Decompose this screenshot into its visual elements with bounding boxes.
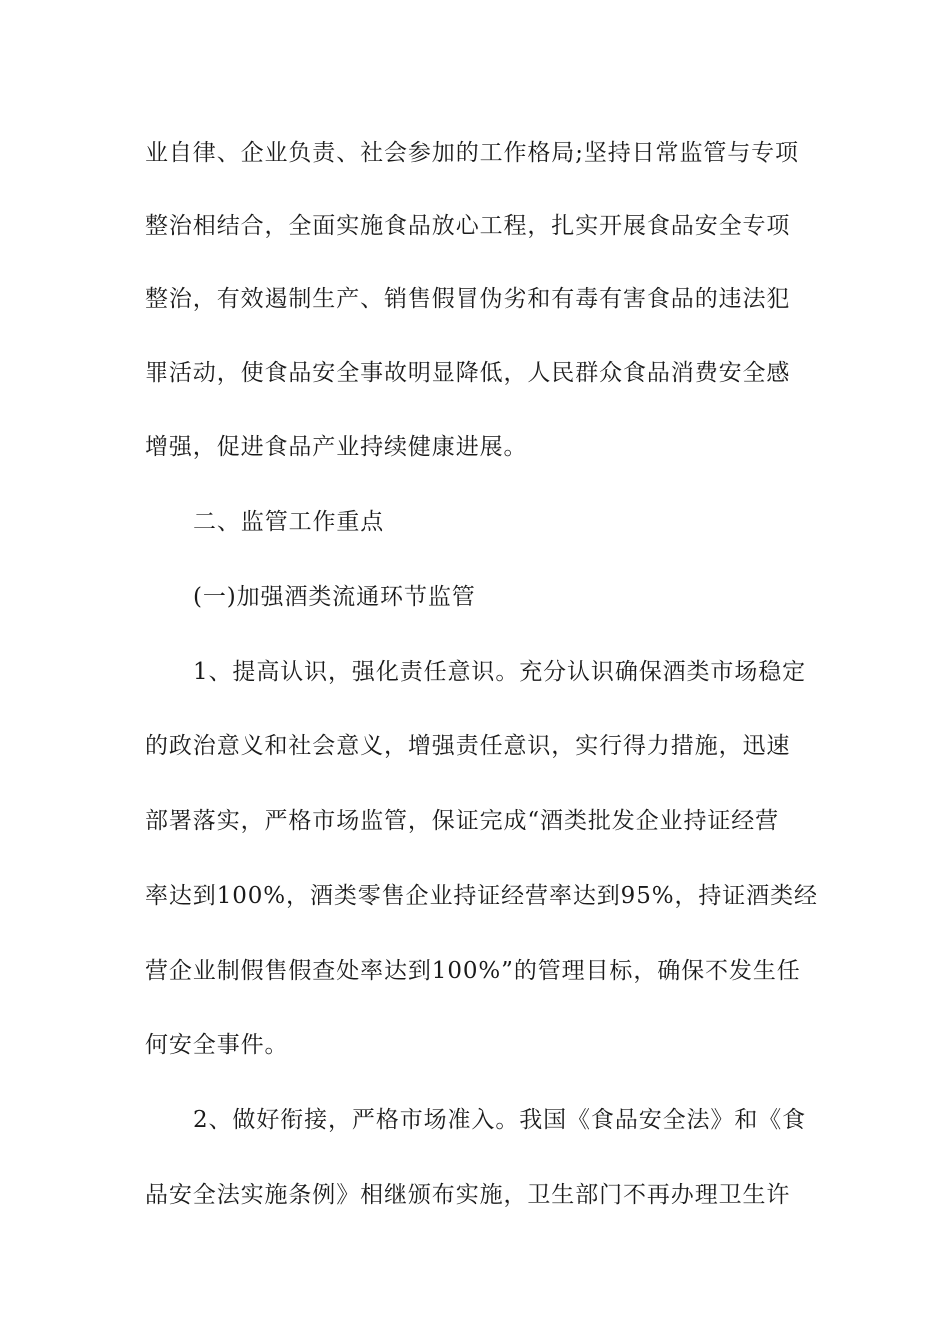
paragraph-line: 何安全事件。 (145, 1032, 289, 1058)
paragraph-line: 营企业制假售假查处率达到100%”的管理目标，确保不发生任 (145, 958, 801, 984)
paragraph-line: 的政治意义和社会意义，增强责任意识，实行得力措施，迅速 (145, 733, 791, 759)
paragraph-line: 部署落实，严格市场监管，保证完成“酒类批发企业持证经营 (145, 808, 780, 834)
paragraph-line: 整治，有效遏制生产、销售假冒伪劣和有毒有害食品的违法犯 (145, 286, 791, 312)
paragraph-line: 率达到100%，酒类零售企业持证经营率达到95%，持证酒类经 (145, 883, 818, 909)
paragraph-line: 品安全法实施条例》相继颁布实施，卫生部门不再办理卫生许 (145, 1182, 791, 1208)
section-heading: 二、监管工作重点 (193, 509, 385, 535)
paragraph-line: 1、提高认识，强化责任意识。充分认识确保酒类市场稳定 (193, 659, 807, 685)
paragraph-line: 罪活动，使食品安全事故明显降低，人民群众食品消费安全感 (145, 360, 791, 386)
paragraph-line: 整治相结合，全面实施食品放心工程，扎实开展食品安全专项 (145, 213, 791, 239)
paragraph-line: 增强，促进食品产业持续健康进展。 (145, 434, 528, 460)
paragraph-line: 业自律、企业负责、社会参加的工作格局;坚持日常监管与专项 (145, 140, 799, 166)
paragraph-line: 2、做好衔接，严格市场准入。我国《食品安全法》和《食 (193, 1107, 807, 1133)
subsection-heading: (一)加强酒类流通环节监管 (193, 584, 476, 610)
